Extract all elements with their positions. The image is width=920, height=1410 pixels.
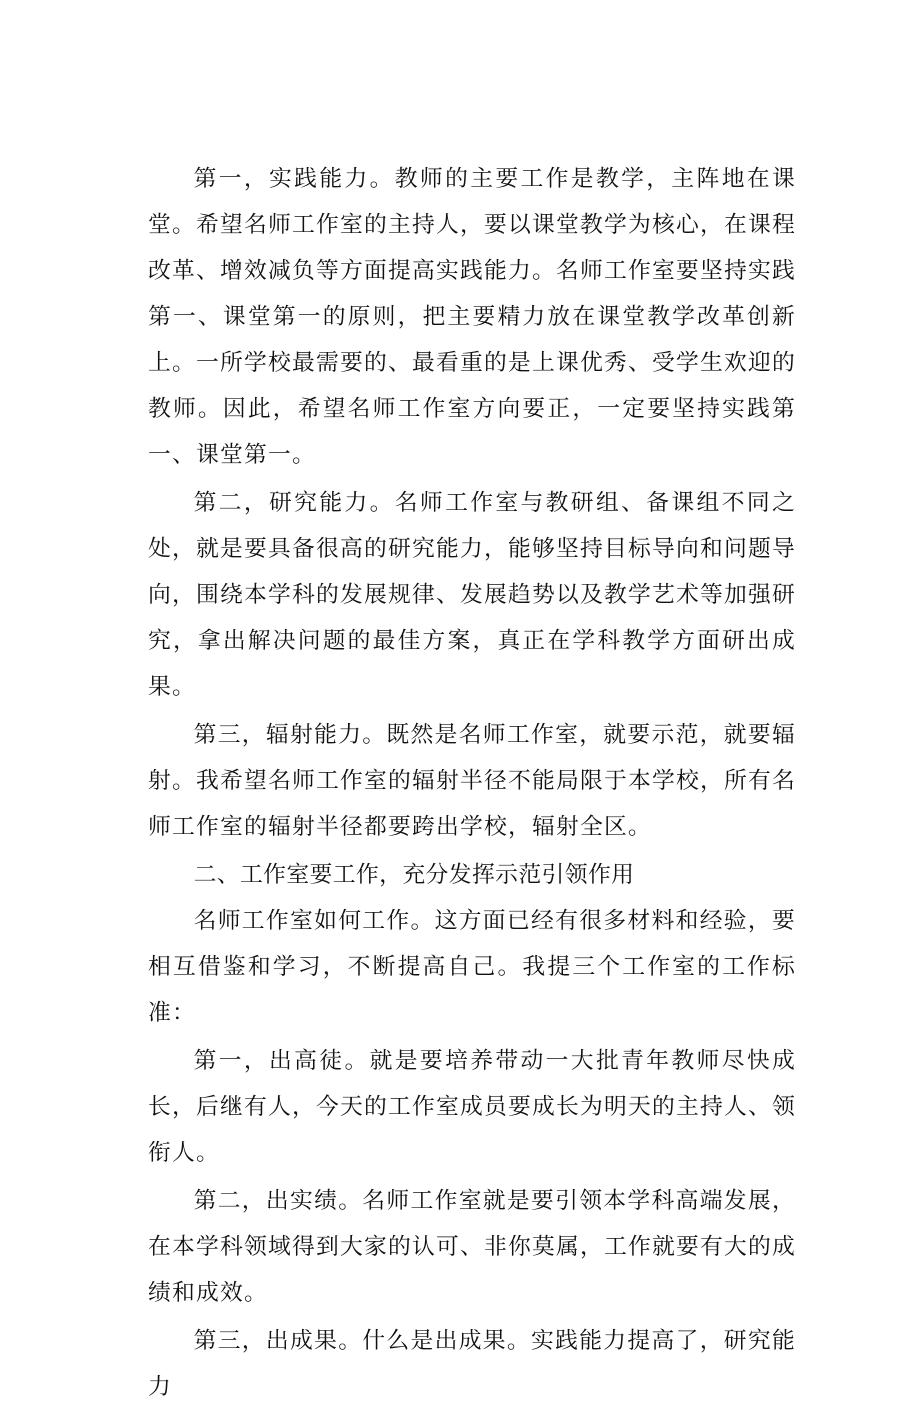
document-body <box>148 156 796 1410</box>
paragraph-apprentices: 第一，出高徒。就是要培养带动一大批青年教师尽快成长，后继有人，今天的工作室成员要成长为明天的主持人、领衔人。 <box>148 1048 796 1166</box>
paragraph-radiation-ability: 第三，辐射能力。既然是名师工作室，就要示范，就要辐射。我希望名师工作室的辐射半径不能局限于本学校，所有名师工作室的辐射半径都要跨出学校，辐射全区。 <box>148 722 796 840</box>
section-heading-two: 二、工作室要工作，充分发挥示范引领作用 <box>193 862 635 888</box>
paragraph-achievements: 第二，出实绩。名师工作室就是要引领本学科高端发展，在本学科领域得到大家的认可、非你莫属，工作就要有大的成绩和成效。 <box>148 1188 796 1306</box>
paragraph-results: 第三，出成果。什么是出成果。实践能力提高了，研究能力 <box>148 1328 796 1400</box>
paragraph-practice-ability: 第一，实践能力。教师的主要工作是教学，主阵地在课堂。希望名师工作室的主持人，要以课堂教学为核心，在课程改革、增效减负等方面提高实践能力。名师工作室要坚持实践第一、课堂第一的原则，把主要精力放在课堂教学改革创新上。一所学校最需要的、最看重的是上课优秀、受学生欢迎的教师。因此，希望名师工作室方向要正，一定要坚持实践第一、课堂第一。 <box>148 166 796 468</box>
paragraph-how-to-work: 名师工作室如何工作。这方面已经有很多材料和经验，要相互借鉴和学习，不断提高自己。我提三个工作室的工作标准： <box>148 908 796 1026</box>
paragraph-research-ability: 第二，研究能力。名师工作室与教研组、备课组不同之处，就是要具备很高的研究能力，能够坚持目标导向和问题导向，围绕本学科的发展规律、发展趋势以及教学艺术等加强研究，拿出解决问题的最佳方案，真正在学科教学方面研出成果。 <box>148 490 796 700</box>
